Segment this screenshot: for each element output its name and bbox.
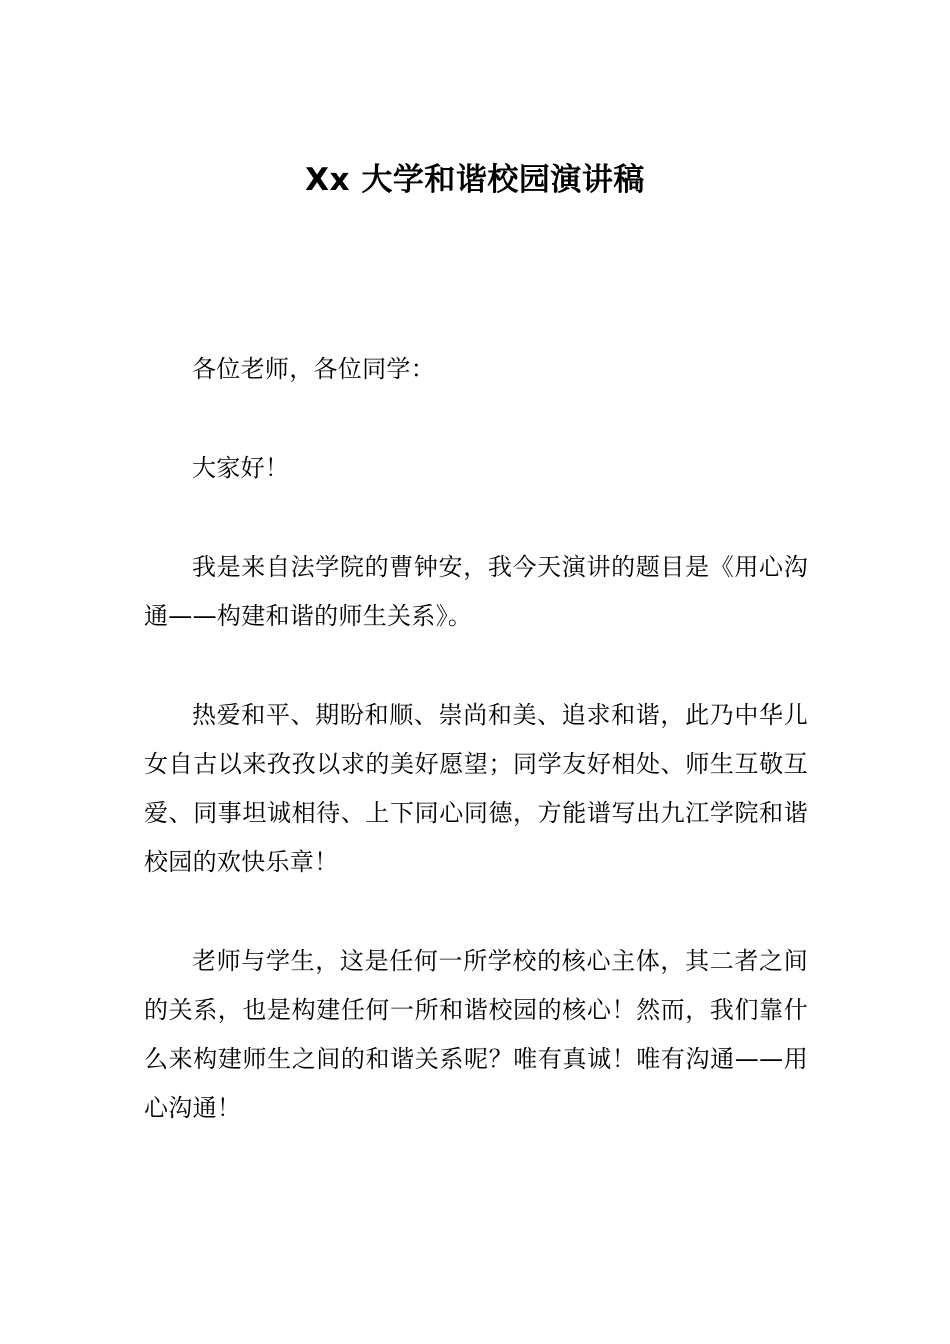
salutation-paragraph: 各位老师，各位同学： — [192, 355, 435, 383]
greeting-paragraph: 大家好！ — [192, 454, 290, 482]
document-body — [144, 345, 808, 1183]
body-paragraph: 老师与学生，这是任何一所学校的核心主体，其二者之间的关系，也是构建任何一所和谐校园的核心！然而，我们靠什么来构建师生之间的和谐关系呢？唯有真诚！唯有沟通——用心沟通！ — [144, 947, 808, 1122]
document-title: Xx 大学和谐校园演讲稿 — [305, 162, 645, 198]
introduction-paragraph: 我是来自法学院的曹钟安，我今天演讲的题目是《用心沟通——构建和谐的师生关系》。 — [144, 553, 808, 630]
body-paragraph: 热爱和平、期盼和顺、崇尚和美、追求和谐，此乃中华儿女自古以来孜孜以求的美好愿望；同学友好相处、师生互敬互爱、同事坦诚相待、上下同心同德，方能谱写出九江学院和谐校园的欢快乐章！ — [144, 701, 808, 876]
